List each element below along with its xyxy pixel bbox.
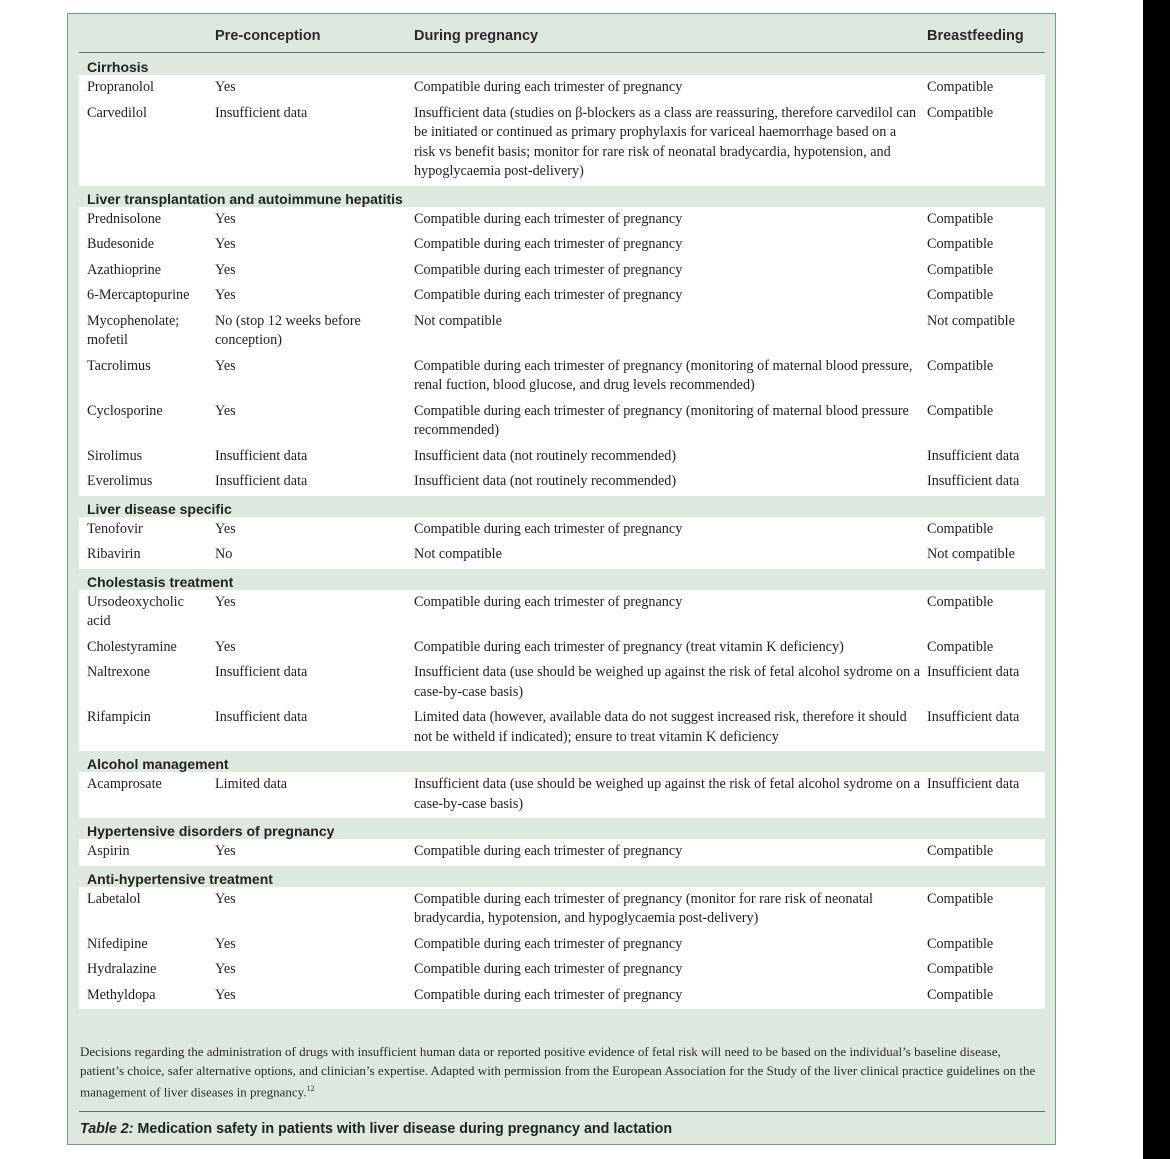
breastfeeding-cell: Compatible (927, 593, 994, 610)
pre-conception-cell: Insufficient data (215, 709, 308, 725)
pregnancy-cell: Compatible during each trimester of pregnancy (monitoring of maternal blood pressure recommended) (414, 402, 909, 438)
table-row (79, 983, 1045, 1009)
pregnancy-cell: Compatible during each trimester of pregnancy (414, 236, 683, 252)
pre-conception-cell: Yes (215, 986, 236, 1003)
table-row (79, 101, 1045, 185)
table-row (79, 469, 1045, 495)
scrollbar-edge[interactable] (1143, 0, 1170, 1159)
drug-name: Ursodeoxycholic acid (87, 593, 184, 629)
table-row (79, 660, 1045, 705)
drug-name: Cholestyramine (87, 638, 177, 655)
drug-name: Labetalol (87, 890, 141, 907)
section-group (79, 207, 1045, 496)
pregnancy-cell: Compatible during each trimester of pregnancy (414, 961, 683, 977)
breastfeeding-cell: Compatible (927, 402, 994, 419)
breastfeeding-cell: Insufficient data (927, 709, 1020, 725)
pregnancy-cell: Compatible during each trimester of pregnancy (414, 935, 683, 952)
breastfeeding-cell: Compatible (927, 104, 994, 121)
pregnancy-cell: Compatible during each trimester of pregnancy (414, 843, 683, 859)
breastfeeding-cell: Not compatible (927, 312, 1015, 329)
pregnancy-cell: Compatible during each trimester of pregnancy (414, 287, 683, 303)
table-row (79, 283, 1045, 309)
drug-name: Hydralazine (87, 961, 157, 977)
footnote-reference: 12 (306, 1084, 315, 1093)
pre-conception-cell: Yes (215, 638, 236, 655)
pre-conception-cell: Insufficient data (215, 447, 308, 464)
table-row (79, 354, 1045, 399)
breastfeeding-cell: Compatible (927, 890, 994, 907)
pregnancy-cell: Compatible during each trimester of pregnancy (monitoring of maternal blood pressure, renal fuction, blood glucose, and drug levels recommended) (414, 357, 913, 393)
drug-name: Prednisolone (87, 210, 162, 227)
breastfeeding-cell: Compatible (927, 357, 994, 374)
section-heading: Cholestasis treatment (87, 573, 234, 590)
section-heading: Hypertensive disorders of pregnancy (87, 823, 335, 839)
breastfeeding-cell: Compatible (927, 961, 994, 977)
table-row (79, 399, 1045, 444)
pre-conception-cell: Insufficient data (215, 473, 308, 489)
drug-name: Sirolimus (87, 447, 143, 464)
breastfeeding-cell: Compatible (927, 638, 994, 655)
table-row (79, 517, 1045, 543)
pre-conception-cell: Yes (215, 261, 236, 278)
pregnancy-cell: Compatible during each trimester of pregnancy (414, 520, 683, 537)
table-caption (80, 1121, 672, 1137)
table-header (79, 14, 1045, 53)
pregnancy-cell: Insufficient data (studies on β-blockers as a class are reassuring, therefore carvedilol can be initiated or continued as primary prophylaxis for variceal haemorrhage based on a risk vs benefit basis; monitor for rare risk of neonatal bradycardia, hypotension, and hypoglycaemia post-delivery) (414, 104, 917, 179)
table-row (79, 839, 1045, 865)
drug-name: Ribavirin (87, 546, 141, 562)
table-row (79, 590, 1045, 635)
section-group (79, 75, 1045, 186)
pre-conception-cell: Yes (215, 236, 236, 252)
pregnancy-cell: Limited data (however, available data do not suggest increased risk, therefore it should not be witheld if indicated); ensure to treat vitamin K deficiency (414, 709, 907, 745)
breastfeeding-cell: Compatible (927, 261, 994, 278)
pregnancy-cell: Insufficient data (use should be weighed up against the risk of fetal alcohol sydrome on a case-by-case basis) (414, 776, 921, 812)
pre-conception-cell: Yes (215, 287, 236, 303)
breastfeeding-cell: Compatible (927, 236, 994, 252)
pre-conception-cell: Yes (215, 890, 236, 907)
drug-name: Aspirin (87, 843, 130, 859)
breastfeeding-cell: Insufficient data (927, 664, 1020, 680)
table-row (79, 232, 1045, 258)
drug-name: Carvedilol (87, 104, 147, 121)
table-row (79, 705, 1045, 750)
pregnancy-cell: Compatible during each trimester of pregnancy (treat vitamin K deficiency) (414, 638, 844, 655)
section-group (79, 772, 1045, 818)
table-row (79, 258, 1045, 284)
breastfeeding-cell: Insufficient data (927, 447, 1020, 464)
pregnancy-cell: Compatible during each trimester of pregnancy (414, 261, 683, 278)
caption-text: Medication safety in patients with liver disease during pregnancy and lactation (137, 1121, 673, 1137)
table-row (79, 542, 1045, 568)
pregnancy-cell: Not compatible (414, 546, 502, 562)
section-heading: Cirrhosis (87, 59, 149, 75)
breastfeeding-cell: Compatible (927, 210, 994, 227)
section-heading: Alcohol management (87, 756, 229, 772)
table-row (79, 932, 1045, 958)
breastfeeding-cell: Compatible (927, 843, 994, 859)
pre-conception-cell: Insufficient data (215, 104, 308, 121)
table-body (79, 54, 1045, 1009)
pregnancy-cell: Compatible during each trimester of pregnancy (414, 210, 683, 227)
section-group (79, 839, 1045, 866)
pre-conception-cell: Yes (215, 520, 236, 537)
pregnancy-cell: Compatible during each trimester of pregnancy (414, 79, 683, 95)
drug-name: Methyldopa (87, 986, 156, 1003)
pre-conception-cell: Yes (215, 593, 236, 610)
pre-conception-cell: Yes (215, 210, 236, 227)
pre-conception-cell: Yes (215, 843, 236, 859)
breastfeeding-cell: Insufficient data (927, 776, 1020, 792)
breastfeeding-cell: Compatible (927, 520, 994, 537)
pregnancy-cell: Insufficient data (not routinely recommended) (414, 473, 677, 489)
section-heading: Anti-hypertensive treatment (87, 870, 273, 887)
pregnancy-cell: Compatible during each trimester of pregnancy (monitor for rare risk of neonatal bradycardia, hypotension, and hypoglycaemia post-delivery) (414, 890, 873, 926)
section-heading: Liver disease specific (87, 500, 232, 517)
table-row (79, 887, 1045, 932)
pregnancy-cell: Compatible during each trimester of pregnancy (414, 986, 683, 1003)
table-row (79, 75, 1045, 101)
drug-name: Everolimus (87, 473, 153, 489)
pre-conception-cell: No (stop 12 weeks before conception) (215, 312, 361, 348)
drug-name: Naltrexone (87, 664, 151, 680)
drug-name: Propranolol (87, 79, 154, 95)
drug-name: Tacrolimus (87, 357, 151, 374)
pre-conception-cell: Yes (215, 935, 236, 952)
table-row (79, 309, 1045, 354)
breastfeeding-cell: Not compatible (927, 546, 1015, 562)
drug-name: Budesonide (87, 236, 154, 252)
pregnancy-cell: Compatible during each trimester of pregnancy (414, 593, 683, 610)
footnote-text: Decisions regarding the administration of drugs with insufficient human data or reported positive evidence of fetal risk will need to be based on the individual’s baseline disease, patient’s choice, safer alternative options, and clinician’s expertise. Adapted with permission from the European Association for the Study of the liver clinical practice guidelines on the management of liver diseases in pregnancy. (80, 1044, 1036, 1100)
drug-name: Mycophenolate; mofetil (87, 312, 180, 348)
pregnancy-cell: Insufficient data (not routinely recommended) (414, 447, 677, 464)
table-footnote (80, 1043, 1046, 1102)
pregnancy-cell: Not compatible (414, 312, 502, 329)
pre-conception-cell: Limited data (215, 776, 288, 792)
section-group (79, 517, 1045, 569)
table-panel (67, 13, 1056, 1145)
breastfeeding-cell: Compatible (927, 986, 994, 1003)
drug-name: Rifampicin (87, 709, 151, 725)
breastfeeding-cell: Compatible (927, 79, 994, 95)
breastfeeding-cell: Compatible (927, 935, 994, 952)
table-row (79, 957, 1045, 983)
drug-name: Cyclosporine (87, 402, 163, 419)
header-breastfeeding: Breastfeeding (927, 28, 1024, 44)
pre-conception-cell: Yes (215, 357, 236, 374)
pregnancy-cell: Insufficient data (use should be weighed up against the risk of fetal alcohol sydrome on a case-by-case basis) (414, 664, 921, 700)
breastfeeding-cell: Insufficient data (927, 473, 1020, 489)
table-row (79, 444, 1045, 470)
header-during-pregnancy: During pregnancy (414, 28, 539, 44)
drug-name: Azathioprine (87, 261, 162, 278)
section-heading: Liver transplantation and autoimmune hepatitis (87, 190, 403, 207)
drug-name: Nifedipine (87, 935, 148, 952)
table-row (79, 207, 1045, 233)
drug-name: 6-Mercaptopurine (87, 287, 190, 303)
drug-name: Acamprosate (87, 776, 162, 792)
drug-name: Tenofovir (87, 520, 143, 537)
header-pre-conception: Pre-conception (215, 28, 321, 44)
section-group (79, 590, 1045, 752)
pre-conception-cell: Insufficient data (215, 664, 308, 680)
caption-label: Table 2: (80, 1121, 134, 1137)
pre-conception-cell: Yes (215, 79, 236, 95)
pre-conception-cell: Yes (215, 961, 236, 977)
pre-conception-cell: Yes (215, 402, 236, 419)
table-row (79, 772, 1045, 817)
table-row (79, 635, 1045, 661)
pre-conception-cell: No (215, 546, 233, 562)
divider (79, 1111, 1045, 1112)
breastfeeding-cell: Compatible (927, 287, 994, 303)
section-group (79, 887, 1045, 1010)
